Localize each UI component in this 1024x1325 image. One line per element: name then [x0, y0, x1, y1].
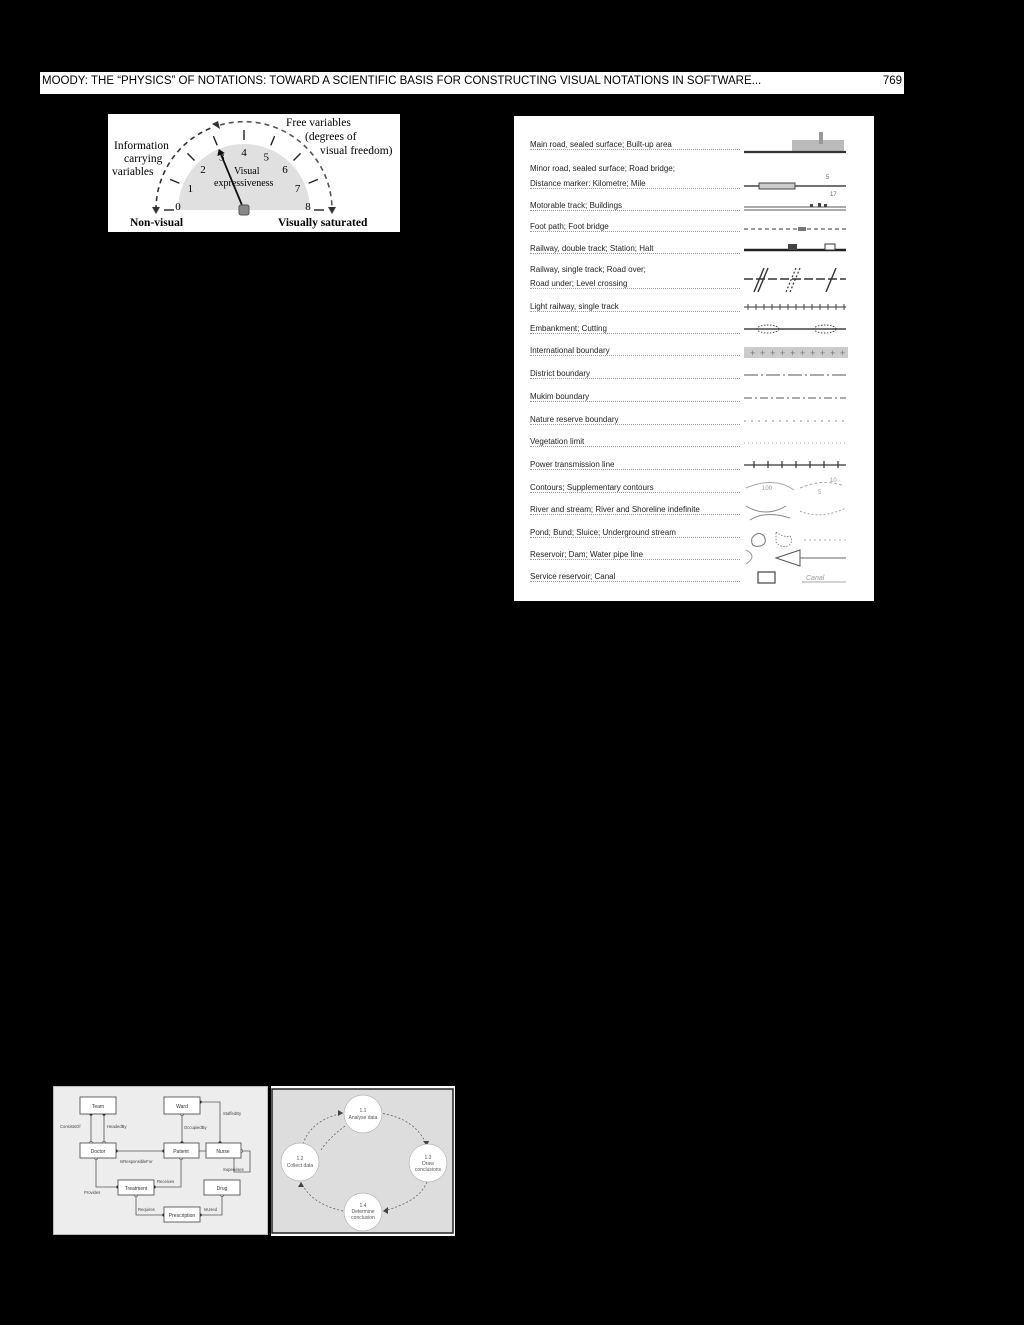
gauge-svg	[108, 114, 400, 232]
entity-drug-label: Drug	[216, 1186, 228, 1192]
gauge-tick-number: 8	[305, 201, 311, 213]
rel-requires: Requires	[138, 1207, 155, 1212]
er-diagram-figure	[53, 1086, 268, 1235]
contour-10: 10	[830, 478, 837, 484]
svg-text:+: +	[790, 348, 796, 358]
gauge-tick	[293, 153, 300, 160]
legend-row-label: Pond; Bund; Sluice; Underground stream	[530, 528, 676, 537]
legend-row-label: River and stream; River and Shoreline indefinite	[530, 505, 700, 514]
svg-text:+: +	[750, 348, 756, 358]
entity-prescription-label: Prescription	[168, 1213, 196, 1219]
legend-row-label: Service reservoir; Canal	[530, 572, 616, 581]
arc-arrow-left	[152, 207, 160, 214]
p3-label-2: conclusions	[414, 1167, 442, 1173]
rel-is-used: IsUsed	[204, 1207, 218, 1212]
rel-supervises: Supervises	[223, 1167, 244, 1172]
contour-100: 100	[762, 486, 773, 492]
reservoir-symbol	[746, 550, 752, 564]
gauge-tick-number: 2	[200, 163, 206, 176]
info-variables-label-1: Information	[114, 140, 169, 152]
river-indefinite-symbol	[800, 508, 846, 515]
svg-text:+: +	[830, 348, 836, 358]
legend-row-label: Embankment; Cutting	[530, 324, 607, 333]
legend-row-label: Light railway, single track	[530, 302, 619, 311]
rel-occupied-by: OccupiedBy	[184, 1125, 207, 1130]
gauge-tick-number: 6	[282, 163, 288, 176]
station-symbol	[788, 244, 797, 250]
marker-5: 5	[826, 175, 830, 181]
legend-symbols	[514, 116, 874, 601]
legend-row-label: Contours; Supplementary contours	[530, 483, 654, 492]
gauge-tick	[271, 136, 275, 145]
entity-ward-label: Ward	[176, 1104, 188, 1110]
gauge-tick-number: 4	[241, 147, 247, 159]
svg-text:+: +	[800, 348, 806, 358]
cycle-svg	[271, 1086, 455, 1236]
visual-expressiveness-gauge-figure	[108, 114, 400, 232]
rel-is-responsible-for: IsResponsibleFor	[120, 1159, 153, 1164]
free-variables-label-1: Free variables	[286, 117, 351, 129]
entity-patient-label: Patient	[173, 1149, 189, 1155]
bund-symbol	[776, 532, 792, 547]
svg-text:+: +	[770, 348, 776, 358]
legend-row-label: Road under; Level crossing	[530, 279, 628, 288]
p1-num: 1.1	[359, 1108, 367, 1114]
p1-label: Analyse data	[348, 1115, 378, 1121]
legend-row-label: Railway, single track; Road over;	[530, 265, 646, 274]
process-collect-data	[281, 1143, 319, 1181]
map-legend-figure	[514, 116, 874, 601]
gauge-tick	[170, 179, 179, 183]
gauge-tick-number: 0	[175, 201, 181, 213]
entity-nurse-label: Nurse	[216, 1149, 230, 1155]
p2-label: Collect data	[286, 1163, 314, 1169]
legend-row-label: Mukim boundary	[530, 392, 590, 401]
info-variables-label-2: carrying	[124, 153, 163, 165]
arc-arrow-right	[328, 207, 336, 214]
gauge-tick-number: 1	[187, 182, 194, 195]
service-reservoir-symbol	[758, 572, 775, 583]
legend-row-label: Power transmission line	[530, 460, 615, 469]
svg-text:+: +	[760, 348, 766, 358]
gauge-tick-number: 5	[263, 151, 269, 164]
rel-headed-by: HeadedBy	[107, 1124, 127, 1129]
process-cycle-figure	[271, 1086, 455, 1236]
legend-row-label: Minor road, sealed surface; Road bridge;	[530, 164, 675, 173]
legend-row-label: Foot path; Foot bridge	[530, 222, 609, 231]
gauge-tick-number: 7	[294, 182, 301, 195]
entity-team-label: Team	[91, 1104, 105, 1110]
needle-label-2: expressiveness	[214, 178, 274, 189]
rel-consists-of: ConsistsOf	[60, 1124, 81, 1129]
page-number: 769	[882, 75, 902, 87]
info-variables-label-3: variables	[112, 166, 154, 178]
p4-label-1: Determine	[351, 1209, 375, 1215]
marker-17: 17	[830, 192, 837, 198]
contour-5: 5	[818, 490, 822, 496]
rel-provides: Provides	[84, 1190, 101, 1195]
needle-label-1: Visual	[234, 166, 260, 177]
legend-row-label: International boundary	[530, 346, 610, 355]
svg-text:+: +	[810, 348, 816, 358]
rel-receives: Receives	[157, 1179, 175, 1184]
legend-row-label: Nature reserve boundary	[530, 415, 619, 424]
halt-symbol	[825, 244, 835, 250]
p3-num: 1.3	[424, 1155, 432, 1161]
gauge-tick	[213, 136, 217, 145]
svg-text:+: +	[820, 348, 826, 358]
p2-num: 1.2	[296, 1156, 304, 1162]
gauge-tick-number: 3	[219, 151, 225, 164]
rel-staffed-by: StaffedBy	[223, 1111, 242, 1116]
built-up-area-symbol	[792, 140, 844, 152]
p3-label-1: Draw	[422, 1161, 434, 1167]
dam-symbol	[776, 550, 800, 566]
legend-row-label: Main road, sealed surface; Built-up area	[530, 140, 672, 149]
svg-text:+: +	[840, 348, 846, 358]
gauge-tick	[309, 179, 318, 183]
running-header	[40, 72, 904, 94]
p4-label-2: conclusion	[351, 1215, 375, 1221]
visually-saturated-label: Visually saturated	[278, 217, 368, 229]
free-variables-label-3: visual freedom)	[320, 145, 393, 157]
entity-doctor-label: Doctor	[90, 1149, 106, 1155]
svg-text:+: +	[780, 348, 786, 358]
erd-svg	[54, 1087, 267, 1234]
legend-row-label: Reservoir; Dam; Water pipe line	[530, 550, 644, 559]
p4-num: 1.4	[359, 1203, 367, 1209]
pond-symbol	[752, 533, 766, 546]
free-variables-label-2: (degrees of	[305, 131, 357, 143]
legend-row-label: Motorable track; Buildings	[530, 201, 623, 210]
supplementary-contour-symbol	[800, 482, 844, 488]
arc-arrow-top	[212, 121, 220, 129]
canal-label: Canal	[806, 575, 825, 582]
river-symbol	[746, 506, 790, 520]
legend-row-label: Vegetation limit	[530, 437, 585, 446]
running-title: MOODY: THE “PHYSICS” OF NOTATIONS: TOWARD A SCIENTIFIC BASIS FOR CONSTRUCTING VISUAL NOTATIONS IN SOFTWARE...	[42, 75, 762, 87]
non-visual-label: Non-visual	[130, 217, 184, 229]
process-analyse-data	[344, 1095, 382, 1133]
entity-treatment-label: Treatment	[124, 1186, 148, 1192]
needle-pivot	[239, 205, 249, 215]
gauge-tick	[187, 153, 194, 160]
legend-row-label: District boundary	[530, 369, 591, 378]
legend-row-label: Distance marker: Kilometre; Mile	[530, 179, 646, 188]
legend-row-label: Railway, double track; Station; Halt	[530, 244, 654, 253]
road-bridge-symbol	[759, 183, 795, 189]
